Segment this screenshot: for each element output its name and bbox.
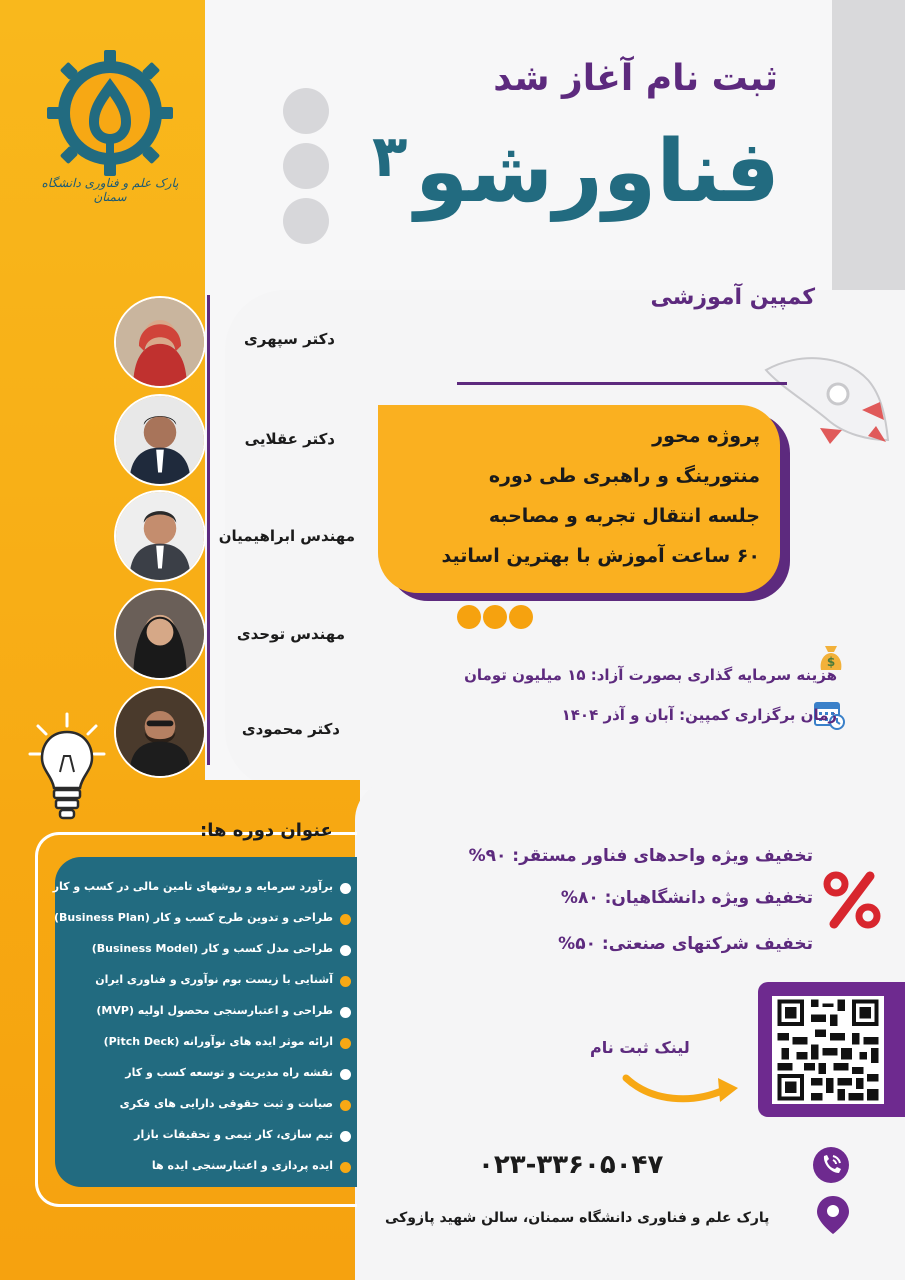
course-label: ایده پردازی و اعتبارسنجی ایده ها xyxy=(151,1159,333,1172)
course-label: تیم سازی، کار تیمی و تحقیقات بازار xyxy=(134,1128,333,1141)
svg-text:$: $ xyxy=(826,655,836,669)
bullet-dot xyxy=(340,945,351,956)
courses-title: عنوان دوره ها: xyxy=(200,820,333,841)
tech-park-logo-icon xyxy=(45,48,175,178)
decor-dot xyxy=(509,605,533,629)
campaign-subtitle: کمپین آموزشی xyxy=(650,285,815,310)
discount-line: تخفیف ویژه دانشگاهیان: ۸۰% xyxy=(560,888,813,908)
discount-line: تخفیف ویژه واحدهای فناور مستقر: ۹۰% xyxy=(468,846,813,866)
address: پارک علم و فناوری دانشگاه سمنان، سالن شهید پازوکی xyxy=(385,1210,770,1226)
qr-code-icon[interactable] xyxy=(772,996,884,1104)
instructor-avatar xyxy=(114,394,206,486)
instructor-avatar xyxy=(114,296,206,388)
instructor-name: دکتر عقلایی xyxy=(244,430,335,448)
decor-dot xyxy=(457,605,481,629)
phone-icon[interactable] xyxy=(812,1146,850,1184)
bullet-dot xyxy=(340,1100,351,1111)
registration-link-label[interactable]: لینک ثبت نام xyxy=(590,1038,690,1057)
course-label: طراحی و اعتبارسنجی محصول اولیه (MVP) xyxy=(96,1004,333,1017)
lightbulb-icon xyxy=(28,712,106,824)
course-label: آشنایی با زیست بوم نوآوری و فناوری ایران xyxy=(95,973,333,986)
course-item xyxy=(55,906,357,934)
rocket-icon xyxy=(758,350,893,445)
course-item xyxy=(55,1030,357,1058)
course-item xyxy=(55,1092,357,1120)
feature-item: پروژه محور xyxy=(652,425,760,447)
cost-info: هزینه سرمایه گذاری بصورت آزاد: ۱۵ میلیون تومان xyxy=(464,666,837,684)
decor-dot xyxy=(283,88,329,134)
bullet-dot xyxy=(340,1131,351,1142)
course-label: ارائه موثر ایده های نوآورانه (Pitch Deck) xyxy=(103,1035,333,1048)
decor-dot xyxy=(483,605,507,629)
instructor-name: مهندس توحدی xyxy=(236,625,345,643)
instructor-avatar xyxy=(114,490,206,582)
registration-qr[interactable] xyxy=(758,982,905,1117)
instructor-name: مهندس ابراهیمیان xyxy=(218,527,355,545)
course-item xyxy=(55,1123,357,1151)
bullet-dot xyxy=(340,883,351,894)
instructor-avatar xyxy=(114,588,206,680)
decor-dot xyxy=(283,198,329,244)
course-item xyxy=(52,875,357,903)
course-label: طراحی مدل کسب و کار (Business Model) xyxy=(91,942,333,955)
percent-icon xyxy=(820,868,884,932)
bullet-dot xyxy=(340,1069,351,1080)
campaign-number: ۳ xyxy=(372,122,408,190)
feature-item: ۶۰ ساعت آموزش با بهترین اساتید xyxy=(441,545,760,567)
course-label: طراحی و تدوین طرح کسب و کار (Business Plan) xyxy=(54,911,333,924)
feature-item: جلسه انتقال تجربه و مصاحبه xyxy=(488,505,760,527)
instructor-name: دکتر محمودی xyxy=(241,720,340,738)
course-label: نقشه راه مدیریت و توسعه کسب و کار xyxy=(125,1066,333,1079)
instructor-avatar xyxy=(114,686,206,778)
course-item xyxy=(55,1154,357,1182)
arrow-icon xyxy=(622,1060,742,1110)
bullet-dot xyxy=(340,1038,351,1049)
logo-caption: پارک علم و فناوری دانشگاه سمنان xyxy=(41,176,179,204)
bullet-dot xyxy=(340,1007,351,1018)
course-item xyxy=(55,1061,357,1089)
course-item xyxy=(55,999,357,1027)
schedule-info: زمان برگزاری کمپین: آبان و آذر ۱۴۰۴ xyxy=(561,706,837,724)
divider-line xyxy=(207,295,210,765)
course-label: برآورد سرمایه و روشهای تامین مالی در کسب و کار xyxy=(52,880,333,893)
bullet-dot xyxy=(340,914,351,925)
course-item xyxy=(55,937,357,965)
features-box xyxy=(378,405,780,593)
decor-dot xyxy=(283,143,329,189)
campaign-title: فناورشو xyxy=(414,122,780,222)
discount-line: تخفیف شرکتهای صنعتی: ۵۰% xyxy=(558,934,813,954)
location-pin-icon xyxy=(814,1194,852,1236)
phone-number[interactable]: ۰۲۳-۳۳۶۰۵۰۴۷ xyxy=(478,1150,664,1180)
bullet-dot xyxy=(340,976,351,987)
course-item xyxy=(55,968,357,996)
registration-started-heading: ثبت نام آغاز شد xyxy=(493,58,778,99)
divider-line xyxy=(457,382,787,385)
feature-item: منتورینگ و راهبری طی دوره xyxy=(488,465,760,487)
instructor-name: دکتر سپهری xyxy=(244,330,335,348)
course-label: صیانت و ثبت حقوقی دارایی های فکری xyxy=(119,1097,333,1110)
bullet-dot xyxy=(340,1162,351,1173)
courses-list xyxy=(52,857,357,1187)
